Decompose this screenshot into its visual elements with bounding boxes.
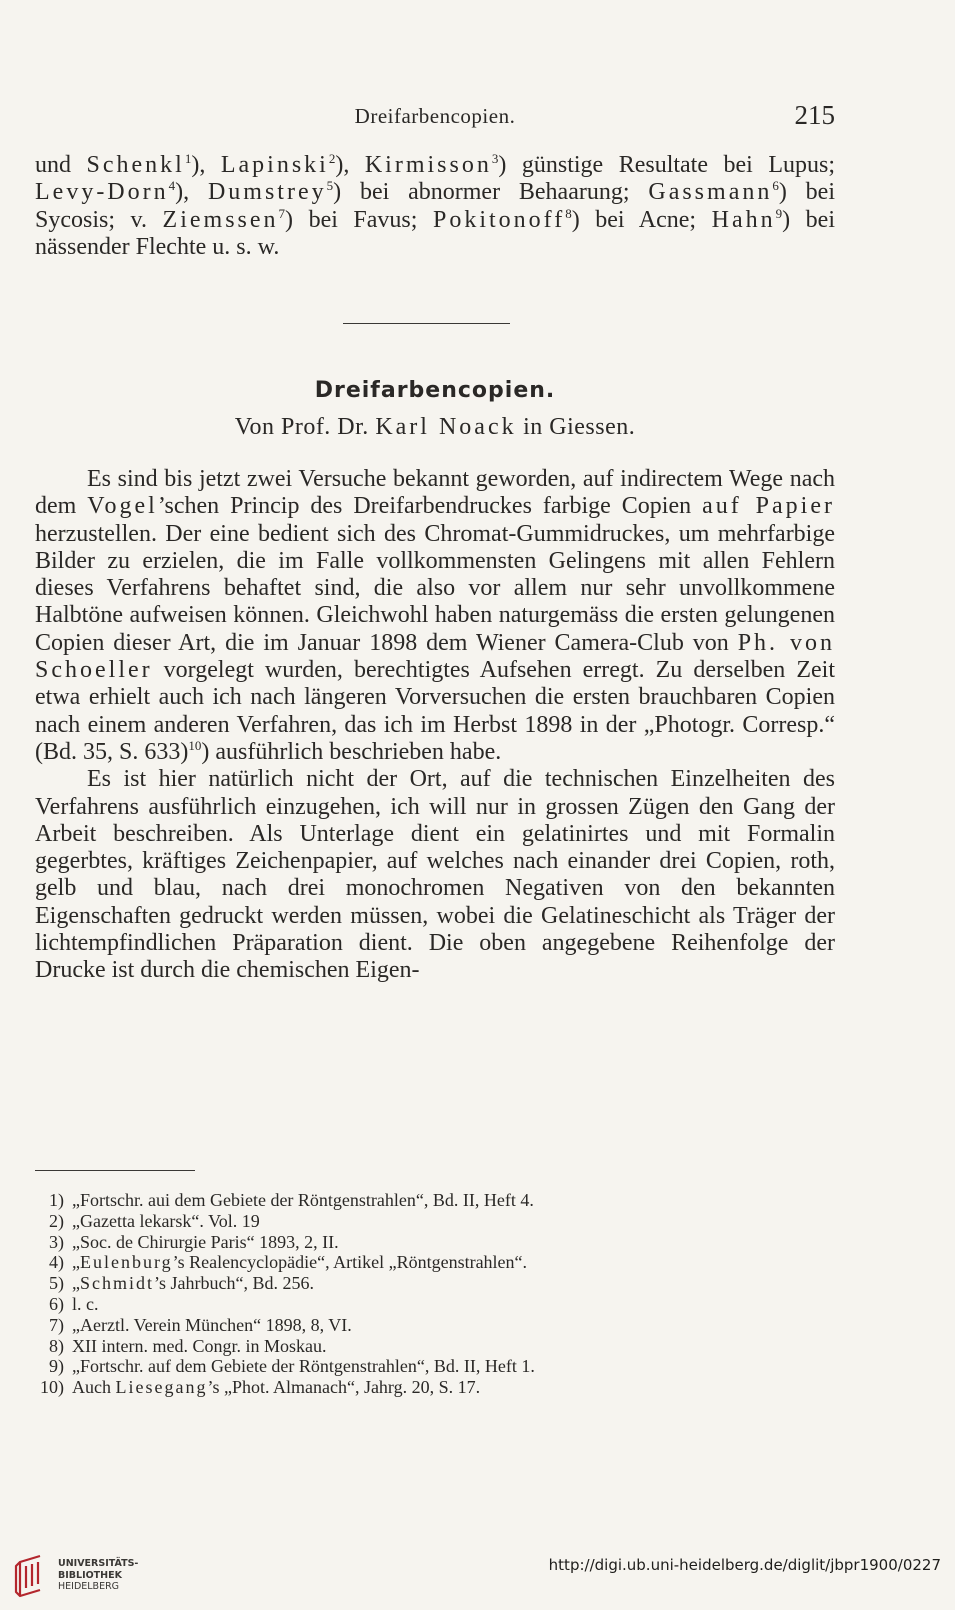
body-paragraph	[35, 466, 835, 766]
intro-text: ) bei Favus;	[285, 206, 433, 233]
library-logo-icon	[10, 1552, 46, 1600]
footnote-text: „	[72, 1252, 80, 1273]
footnote-item	[49, 1190, 842, 1211]
footnote-text: ’s Jahrbuch“, Bd. 256.	[154, 1273, 314, 1294]
footnote-number: 2)	[49, 1210, 64, 1231]
footnote-text: „Aerztl. Verein München“ 1898, 8, VI.	[72, 1314, 352, 1335]
footnote-ref: 10	[188, 737, 202, 753]
intro-text: ),	[175, 179, 208, 206]
footnote-number: 4)	[49, 1252, 64, 1273]
logo-line: BIBLIOTHEK	[58, 1569, 122, 1581]
body-text: ’schen Princip des Dreifarbendruckes farbige Copien	[157, 493, 703, 520]
intro-text: ) bei Acne;	[571, 206, 712, 233]
intro-text: und	[35, 152, 87, 178]
footnote-item	[49, 1252, 842, 1273]
author-name: Dumstrey	[207, 179, 327, 206]
library-logo	[10, 1552, 170, 1600]
intro-paragraph	[35, 152, 835, 261]
footnote-item	[49, 1293, 842, 1315]
intro-text: ) bei nässender Flechte u. s. w.	[35, 206, 835, 260]
body-text: herzustellen. Der eine bedient sich des Chromat-Gummidruckes, um mehrfarbige Bilder zu erzielen, die im Falle vollkommensten Gelingens mit allen Fehlern dieses Verfahrens behaftet sind, die also vor allem nur sehr unvollkommene Halbtöne aufweisen können. Gleichwohl haben naturgemäss die ersten gelungenen Copien dieser Art, die im Januar 1898 dem Wiener Camera-Club von	[35, 520, 835, 656]
footnote-item	[49, 1314, 842, 1336]
footnote-number: 9)	[49, 1356, 64, 1377]
footnote-text: „Fortschr. aui dem Gebiete der Röntgenstrahlen“, Bd. II, Heft 4.	[72, 1190, 534, 1210]
logo-line: HEIDELBERG	[58, 1581, 120, 1592]
author-name: Pokitonoff	[432, 206, 566, 233]
body-paragraph: Es ist hier natürlich nicht der Ort, auf die technischen Einzelheiten des Verfahrens ausführlich einzugehen, ich will nur in grossen Zügen den Gang der Arbeit beschreiben. Als Unterlage dient ein gelatinirtes und mit Formalin gegerbtes, kräftiges Zeichenpapier, auf welches nach einander drei Copien, roth, gelb und blau, nach drei monochromen Negativen von den bekannten Eigenschaften gedruckt werden müssen, wobei die Gelatineschicht als Träger der lichtempfindlichen Präparation dient. Die oben angegebene Reihenfolge der Drucke ist durch die chemischen Eigen-	[35, 766, 835, 984]
byline-text: Von Prof. Dr.	[234, 414, 376, 440]
footnote-number: 5)	[49, 1273, 64, 1294]
intro-text: ) bei abnormer Behaarung;	[333, 179, 649, 206]
library-logo-text	[58, 1558, 138, 1593]
author-name: Schenkl	[86, 152, 185, 178]
footnote-ref: 8	[565, 205, 572, 221]
footnote-number: 6)	[49, 1293, 64, 1314]
footnote-ref: 9	[775, 205, 783, 221]
footnote-text: „	[72, 1273, 80, 1294]
footnote-number: 3)	[49, 1231, 64, 1252]
footnote-ref: 6	[772, 178, 779, 194]
author-name: Karl Noack	[375, 414, 517, 440]
footnote-ref: 1	[184, 151, 192, 166]
footnote-ref: 5	[326, 178, 334, 194]
author-name: Lapinski	[220, 152, 329, 178]
author-name: Gassmann	[648, 179, 773, 206]
footnote-author: Liesegang	[115, 1377, 208, 1398]
author-name: Ziemssen	[162, 206, 279, 233]
intro-text: ) bei Sycosis; v.	[35, 179, 835, 233]
emphasis-text: auf Papier	[702, 493, 835, 520]
footnote-text: Auch	[72, 1377, 116, 1398]
footnote-text: ’s „Phot. Almanach“, Jahrg. 20, S. 17.	[207, 1377, 481, 1398]
footnote-text: „Soc. de Chirurgie Paris“ 1893, 2, II.	[72, 1231, 339, 1252]
intro-text: ) günstige Resultate bei Lupus;	[498, 152, 835, 178]
footnote-rule	[35, 1170, 195, 1171]
footnote-item	[49, 1356, 842, 1377]
person-name: Ph. von Schoeller	[35, 629, 835, 684]
footnote-number: 1)	[49, 1190, 64, 1210]
footnote-item	[49, 1210, 842, 1232]
page-number: 215	[794, 100, 835, 130]
logo-line: UNIVERSITÄTS-	[58, 1558, 139, 1569]
footnote-author: Eulenburg	[80, 1252, 173, 1273]
body-text: vorgelegt wurden, berechtigtes Aufsehen erregt. Zu derselben Zeit etwa erhielt auch ich nach längeren Vorversuchen die ersten brauchbaren Copien nach einem anderen Verfahren, das ich im Herbst 1898 in der „Photogr. Corresp.“ (Bd. 35, S. 633)	[35, 657, 835, 765]
body-text: ) ausführlich beschrieben habe.	[201, 738, 502, 765]
footnote-author: Schmidt	[80, 1273, 155, 1294]
footnote-item	[40, 1377, 842, 1398]
section-divider	[343, 323, 510, 324]
footnote-item	[49, 1231, 842, 1253]
author-name: Hahn	[711, 206, 776, 233]
body-text: Es sind bis jetzt zwei Versuche bekannt geworden, auf indirectem Wege nach dem	[35, 466, 835, 520]
footnote-text: XII intern. med. Congr. in Moskau.	[72, 1335, 327, 1356]
running-title: Dreifarbencopien.	[354, 104, 516, 128]
intro-text: ),	[335, 152, 365, 178]
footnote-ref: 7	[278, 205, 286, 221]
article-heading: Dreifarbencopien.	[314, 378, 556, 403]
article-byline	[35, 414, 835, 441]
footnote-ref: 2	[328, 151, 336, 166]
source-url[interactable]: http://digi.ub.uni-heidelberg.de/diglit/jbpr1900/0227	[548, 1556, 941, 1574]
footnote-ref: 3	[491, 151, 499, 166]
person-name: Vogel	[87, 493, 158, 520]
footnote-text: ’s Realencyclopädie“, Artikel „Röntgenstrahlen“.	[172, 1252, 528, 1273]
article-body	[35, 466, 835, 985]
footnote-ref: 4	[168, 178, 176, 194]
footnote-item	[49, 1335, 842, 1357]
running-head	[35, 100, 835, 132]
footnotes	[40, 1190, 842, 1398]
author-name: Levy-Dorn	[35, 179, 169, 206]
footnote-text: „Gazetta lekarsk“. Vol. 19	[72, 1210, 260, 1231]
footnote-text: l. c.	[72, 1293, 99, 1314]
author-name: Kirmisson	[364, 152, 492, 178]
intro-text: ),	[191, 152, 221, 178]
footnote-text: „Fortschr. auf dem Gebiete der Röntgenstrahlen“, Bd. II, Heft 1.	[72, 1356, 535, 1377]
footnote-number: 7)	[49, 1314, 64, 1335]
byline-text: in Giessen.	[516, 414, 636, 440]
footnote-number: 10)	[40, 1377, 64, 1398]
footnote-item	[49, 1273, 842, 1294]
footnote-number: 8)	[49, 1335, 64, 1356]
